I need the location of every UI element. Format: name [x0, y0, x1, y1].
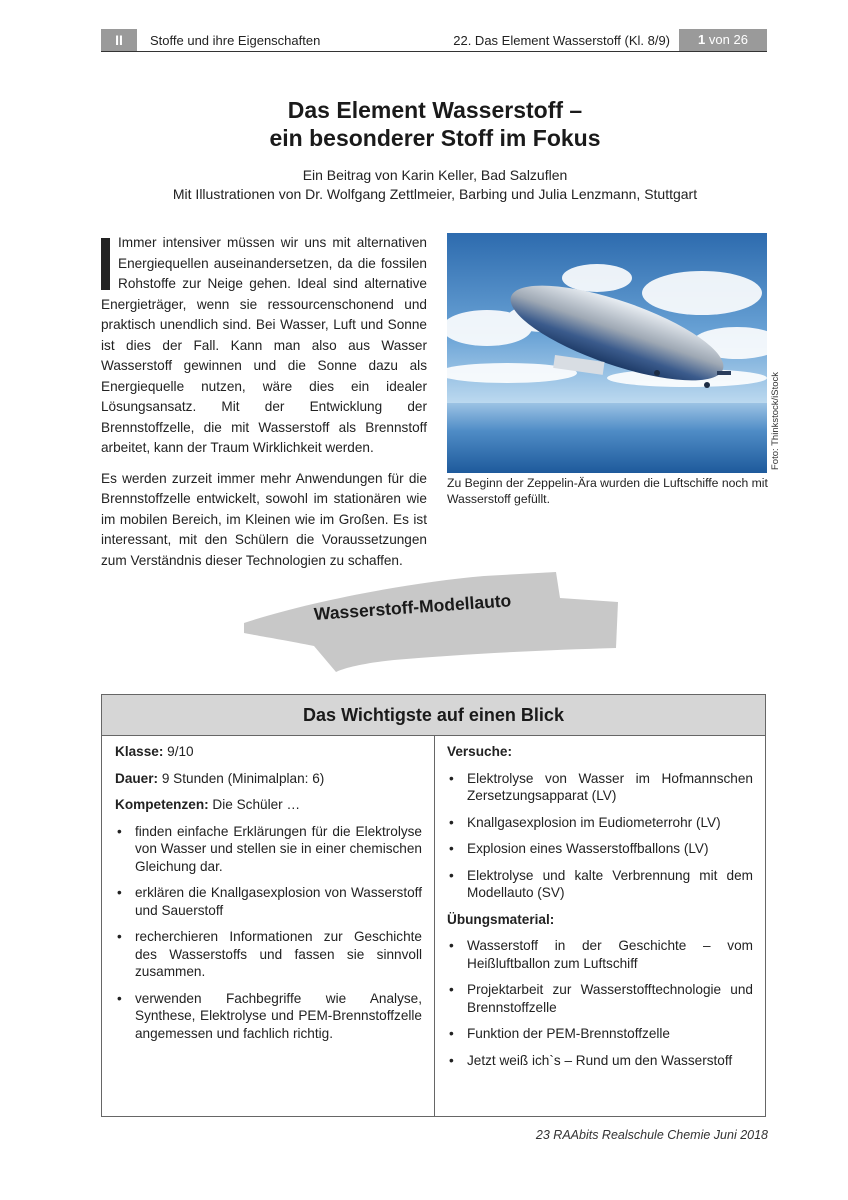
- dauer-label: Dauer:: [115, 770, 159, 786]
- page-current: 1: [698, 32, 706, 47]
- list-item: • Explosion eines Wasserstoffballons (LV): [447, 840, 753, 858]
- list-item: • recherchieren Informationen zur Geschichte des Wasserstoffs und fassen sie sinnvoll zusammen.: [115, 928, 422, 981]
- klasse-row: [115, 743, 422, 761]
- material-list: [447, 937, 753, 1069]
- kompetenzen-label: Kompetenzen:: [115, 797, 209, 812]
- klasse-value: 9/10: [163, 744, 194, 759]
- title-line-2: ein besonderer Stoff im Fokus: [269, 125, 601, 151]
- header-chapter-title: Stoffe und ihre Eigenschaften: [150, 33, 321, 48]
- sea: [447, 403, 767, 473]
- dauer-value: 9 Stunden (Minimalplan: 6): [158, 770, 325, 786]
- dauer-row: [115, 770, 422, 788]
- section-tab: II: [101, 29, 137, 51]
- zeppelin-photo: [447, 233, 767, 473]
- klasse-label: Klasse:: [115, 744, 164, 759]
- intro-paragraph-1-text: Immer intensiver müssen wir uns mit alternativen Energiequellen auseinandersetzen, da die fossilen Rohstoffe zur Neige gehen. Ideal sind alternative Energieträger, wenn sie ressourcenschonend und praktisch unendlich sind. Bei Wasser, Luft und Sonne ist dies der Fall. Kann man also aus Wasser Wasserstoff gewinnen und die Sonne dazu als Energiequelle nutzen, wäre dies ein idealer Lösungsansatz. Mit der Entwicklung der Brennstoffzelle, die mit Wasserstoff als Brennstoff arbeitet, kann der Traum Wirklichkeit werden.: [101, 235, 427, 455]
- illustrators-line: Mit Illustrationen von Dr. Wolfgang Zettlmeier, Barbing und Julia Lenzmann, Stuttgart: [172, 186, 698, 202]
- page-title: [100, 96, 770, 152]
- intro-paragraph-2: Es werden zurzeit immer mehr Anwendungen für die Brennstoffzelle entwickelt, sowohl im stationären wie im mobilen Bereich, im Kleinen wie im Großen. Es ist interessant, mit den Schülern die Voraussetzungen zum Verständnis dieser Technologien zu schaffen.: [101, 470, 427, 568]
- header-unit-title: 22. Das Element Wasserstoff (Kl. 8/9): [453, 33, 670, 48]
- page-total: von 26: [708, 32, 748, 47]
- versuche-label: Versuche:: [447, 744, 512, 759]
- list-item: • Jetzt weiß ich`s – Rund um den Wasserstoff: [447, 1052, 753, 1070]
- list-item: • Projektarbeit zur Wasserstofftechnologie und Brennstoffzelle: [447, 981, 753, 1016]
- summary-right-column: [435, 736, 765, 1116]
- kompetenzen-list: [115, 823, 422, 1043]
- author-line: Ein Beitrag von Karin Keller, Bad Salzuflen: [302, 167, 568, 183]
- list-item: • Elektrolyse von Wasser im Hofmannschen Zersetzungsapparat (LV): [447, 770, 753, 805]
- banner-brush-shape: [244, 568, 620, 674]
- byline: [100, 166, 770, 204]
- list-item: • Knallgasexplosion im Eudiometerrohr (LV): [447, 814, 753, 832]
- footer-publication: 23 RAAbits Realschule Chemie Juni 2018: [535, 1128, 768, 1142]
- material-label: Übungsmaterial:: [447, 911, 555, 927]
- list-item: • Elektrolyse und kalte Verbrennung mit dem Modellauto (SV): [447, 867, 753, 902]
- photo-caption: Zu Beginn der Zeppelin-Ära wurden die Luftschiffe noch mit Wasserstoff gefüllt.: [447, 476, 768, 506]
- kompetenzen-row: [115, 796, 422, 814]
- intro-paragraph-1: [101, 233, 427, 459]
- running-header: [101, 29, 767, 52]
- list-item: • Wasserstoff in der Geschichte – vom Heißluftballon zum Luftschiff: [447, 937, 753, 972]
- page-indicator: [679, 29, 767, 51]
- list-item: • Funktion der PEM-Brennstoffzelle: [447, 1025, 753, 1043]
- versuche-list: [447, 770, 753, 902]
- photo-credit: Foto: Thinkstock/iStock: [770, 371, 781, 470]
- summary-box: [101, 694, 766, 1117]
- list-item: • erklären die Knallgasexplosion von Wasserstoff und Sauerstoff: [115, 884, 422, 919]
- title-line-1: Das Element Wasserstoff –: [287, 97, 583, 123]
- dropcap-bar: [101, 238, 110, 290]
- list-item: • finden einfache Erklärungen für die Elektrolyse von Wasser und stellen sie in einer chemischen Gleichung dar.: [115, 823, 422, 876]
- list-item: • verwenden Fachbegriffe wie Analyse, Synthese, Elektrolyse und PEM-Brennstoffzelle angemessen und fachlich richtig.: [115, 990, 422, 1043]
- summary-left-column: [102, 736, 435, 1116]
- summary-heading: Das Wichtigste auf einen Blick: [102, 695, 765, 736]
- kompetenzen-value: Die Schüler …: [208, 797, 301, 812]
- banner-title: Wasserstoff-Modellauto: [313, 590, 512, 624]
- intro-text: [101, 233, 427, 581]
- zeppelin-illustration: [447, 233, 767, 473]
